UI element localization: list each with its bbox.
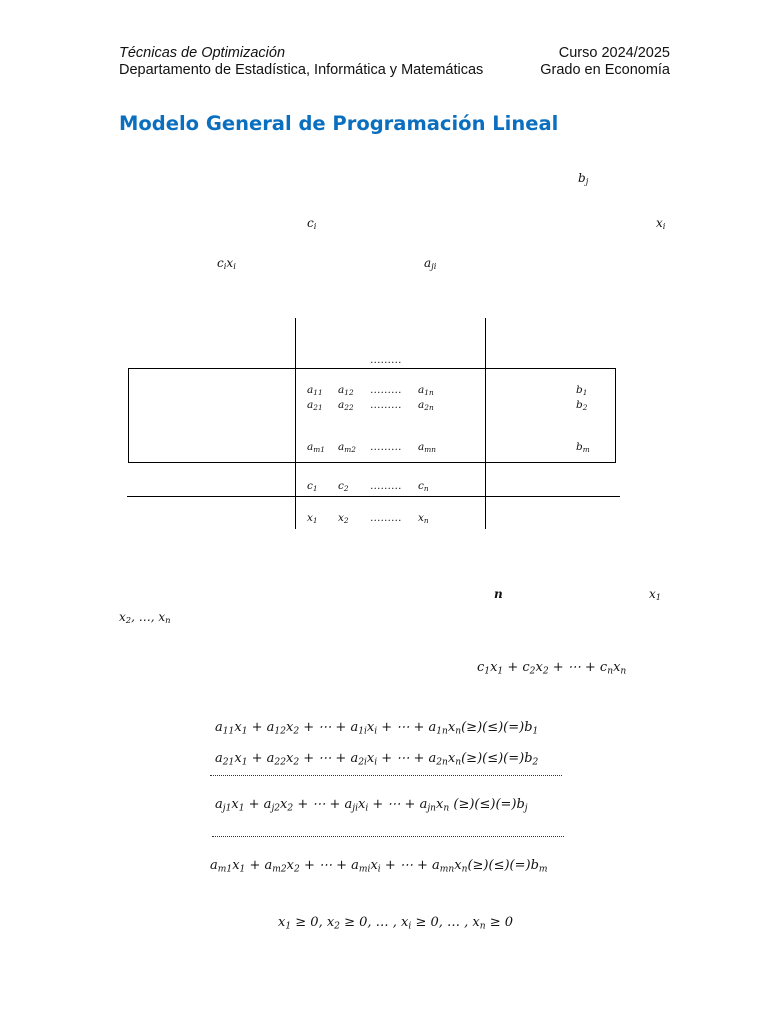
- degree-name: Grado en Economía: [540, 62, 670, 78]
- cell-dots: ………: [370, 512, 402, 524]
- symbol-x1: $x_1$: [649, 587, 662, 603]
- symbol-x-rest: $x_2$, …, $x_n$: [119, 610, 171, 626]
- cell-c2: $c_2$: [338, 480, 349, 493]
- symbol-xi: $x_i$: [656, 216, 666, 232]
- cell-cn: $c_n$: [418, 480, 429, 493]
- course-name: Técnicas de Optimización: [119, 45, 286, 61]
- cell-dots: ………: [370, 384, 402, 396]
- cell-a11: $a_{11}$: [307, 384, 323, 397]
- cell-xn: $x_n$: [418, 512, 429, 525]
- cell-c1: $c_1$: [307, 480, 318, 493]
- table-top-dots: ………: [370, 354, 402, 366]
- table-hline: [127, 496, 620, 497]
- nonnegativity-constraints: $x_1 \ge 0$, $x_2 \ge 0$, … , $x_i \ge 0$, … , $x_n \ge 0$: [278, 915, 514, 932]
- constraint-row-2: $a_{21}x_1 + a_{22}x_2$ + ⋯ + $a_{2i}x_i$ + ⋯ + $a_{2n}x_n(\ge)(\le)(=)b_2$: [215, 751, 539, 768]
- symbol-bj: $b_j$: [578, 171, 589, 187]
- cell-amn: $a_{mn}$: [418, 441, 436, 454]
- cell-b1: $b_1$: [576, 384, 588, 397]
- cell-am1: $a_{m1}$: [307, 441, 325, 454]
- cell-x2: $x_2$: [338, 512, 349, 525]
- cell-a21: $a_{21}$: [307, 399, 323, 412]
- objective-function: $c_1x_1 + c_2x_2$ + ⋯ + $c_nx_n$: [477, 660, 627, 677]
- constraint-row-1: $a_{11}x_1 + a_{12}x_2$ + ⋯ + $a_{1i}x_i$ + ⋯ + $a_{1n}x_n(\ge)(\le)(=)b_1$: [215, 720, 539, 737]
- cell-b2: $b_2$: [576, 399, 588, 412]
- symbol-aji: $a_{ji}$: [424, 256, 437, 272]
- department-name: Departamento de Estadística, Informática y Matemáticas: [119, 62, 484, 78]
- cell-dots: ………: [370, 441, 402, 453]
- page-title: Modelo General de Programación Lineal: [119, 112, 559, 135]
- cell-am2: $a_{m2}$: [338, 441, 356, 454]
- symbol-n: n: [494, 587, 503, 601]
- constraint-row-m: $a_{m1}x_1 + a_{m2}x_2$ + ⋯ + $a_{mi}x_i$ + ⋯ + $a_{mn}x_n(\ge)(\le)(=)b_m$: [210, 858, 548, 875]
- dotted-separator-2: [212, 836, 564, 837]
- constraint-row-j: $a_{j1}x_1 + a_{j2}x_2$ + ⋯ + $a_{ji}x_i$ + ⋯ + $a_{jn}x_n$ $(\ge)(\le)(=)b_j$: [215, 797, 528, 814]
- cell-dots: ………: [370, 480, 402, 492]
- symbol-cixi: $c_ix_i$: [217, 256, 236, 272]
- symbol-ci: $c_i$: [307, 216, 317, 232]
- cell-a22: $a_{22}$: [338, 399, 354, 412]
- cell-dots: ………: [370, 399, 402, 411]
- cell-a12: $a_{12}$: [338, 384, 354, 397]
- cell-a2n: $a_{2n}$: [418, 399, 434, 412]
- academic-year: Curso 2024/2025: [558, 45, 670, 61]
- dotted-separator-1: [210, 775, 562, 776]
- cell-x1: $x_1$: [307, 512, 318, 525]
- cell-a1n: $a_{1n}$: [418, 384, 434, 397]
- cell-bm: $b_m$: [576, 441, 590, 454]
